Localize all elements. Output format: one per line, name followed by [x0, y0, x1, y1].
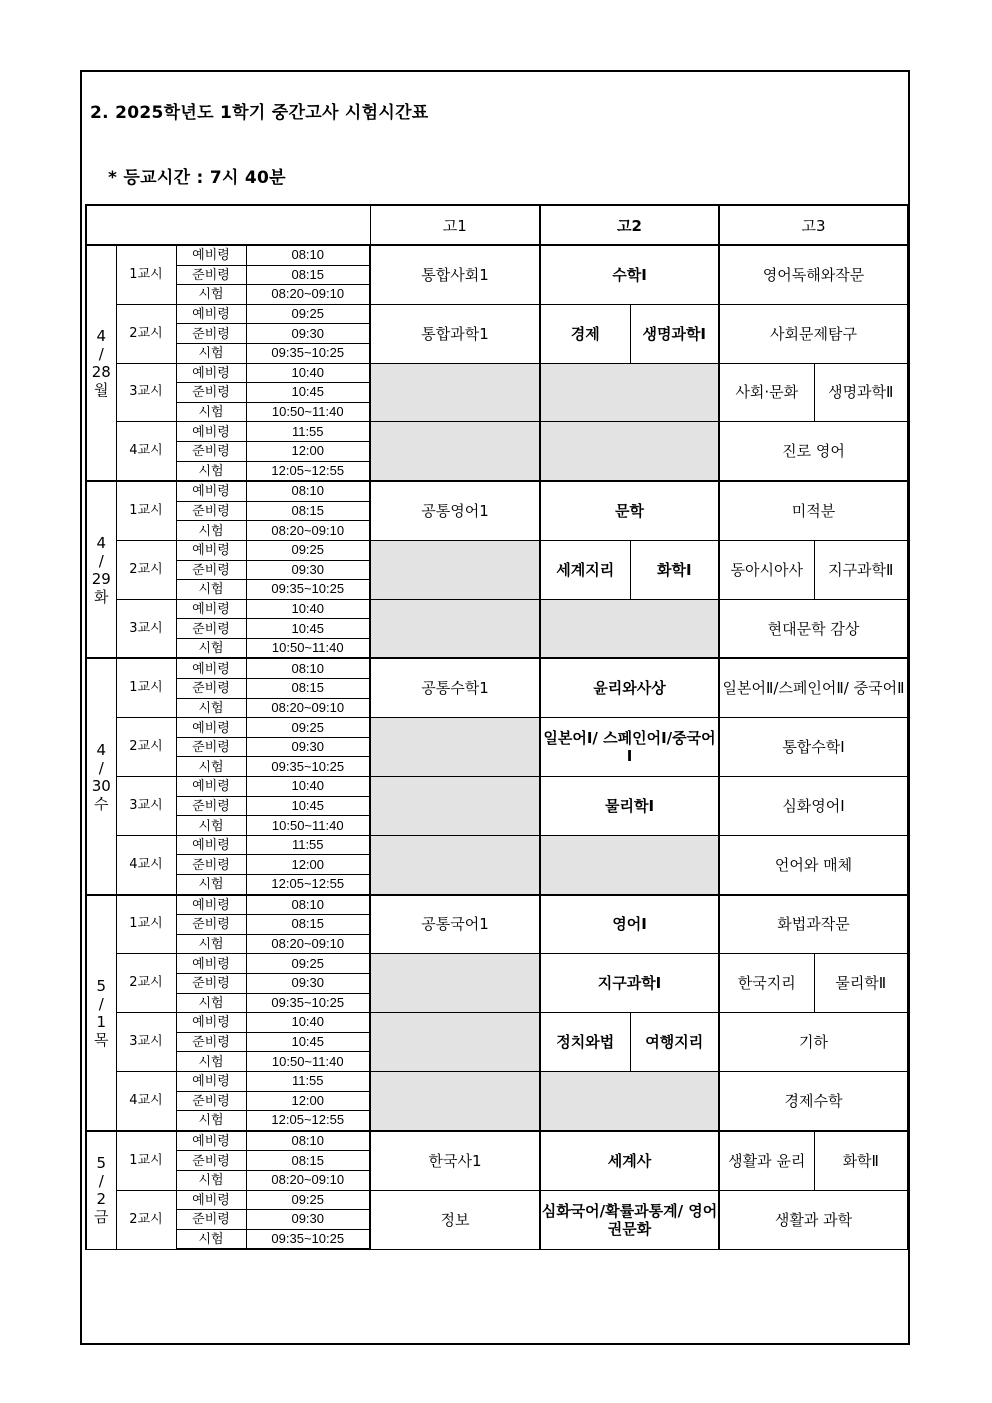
grade1-empty: [370, 954, 540, 1013]
document-title: 2. 2025학년도 1학기 중간고사 시험시간표: [90, 103, 429, 123]
bell-prep-label: 준비령: [176, 915, 246, 935]
bell-prep-label: 준비령: [176, 265, 246, 285]
period-label: 4교시: [116, 835, 176, 894]
bell-pre-label: 예비령: [176, 835, 246, 855]
exam-time: 08:20~09:10: [246, 521, 370, 541]
arrival-time-note: * 등교시간 : 7시 40분: [108, 168, 286, 188]
bell-prep-label: 준비령: [176, 855, 246, 875]
bell-prep-time: 12:00: [246, 441, 370, 461]
bell-prep-time: 10:45: [246, 796, 370, 816]
grade3-subject: 일본어Ⅱ/스페인어Ⅱ/ 중국어Ⅱ: [719, 658, 908, 717]
bell-prep-time: 09:30: [246, 1210, 370, 1230]
bell-prep-time: 09:30: [246, 737, 370, 757]
exam-label: 시험: [176, 816, 246, 836]
grade3-subject: 사회·문화: [719, 363, 814, 422]
bell-pre-time: 08:10: [246, 658, 370, 678]
exam-time: 10:50~11:40: [246, 402, 370, 422]
grade2-subject: 여행지리: [630, 1013, 719, 1072]
bell-prep-label: 준비령: [176, 383, 246, 403]
grade2-subject: 경제: [540, 304, 630, 363]
period-label: 2교시: [116, 954, 176, 1013]
grade3-subject: 생활과 과학: [719, 1190, 908, 1249]
bell-prep-time: 08:15: [246, 915, 370, 935]
day-label-part: /: [98, 994, 104, 1013]
grade3-subject: 기하: [719, 1013, 908, 1072]
grade2-subject: 세계사: [540, 1131, 719, 1190]
grade3-subject: 동아시아사: [719, 540, 814, 599]
header-grade-2: 고2: [540, 205, 719, 245]
day-label-part: /: [98, 758, 104, 777]
day-label-part: 4: [96, 327, 107, 346]
day-label-part: /: [98, 551, 104, 570]
exam-time: 12:05~12:55: [246, 461, 370, 481]
grade1-subject: 정보: [370, 1190, 540, 1249]
day-label-part: 금: [94, 1208, 109, 1227]
header-grade-3: 고3: [719, 205, 908, 245]
grade3-subject: 언어와 매체: [719, 835, 908, 894]
day-label: [86, 1131, 116, 1250]
exam-time: 09:35~10:25: [246, 757, 370, 777]
bell-pre-label: 예비령: [176, 895, 246, 915]
exam-label: 시험: [176, 1229, 246, 1249]
grade2-subject: 세계지리: [540, 540, 630, 599]
header-grade-1: 고1: [370, 205, 540, 245]
bell-prep-label: 준비령: [176, 441, 246, 461]
bell-pre-label: 예비령: [176, 658, 246, 678]
day-label-part: 5: [96, 1154, 107, 1173]
grade1-empty: [370, 1071, 540, 1130]
exam-time: 08:20~09:10: [246, 934, 370, 954]
period-label: 3교시: [116, 599, 176, 658]
period-label: 2교시: [116, 718, 176, 777]
bell-prep-label: 준비령: [176, 560, 246, 580]
grade1-subject: 통합과학1: [370, 304, 540, 363]
exam-time: 08:20~09:10: [246, 698, 370, 718]
bell-pre-label: 예비령: [176, 1131, 246, 1151]
exam-label: 시험: [176, 580, 246, 600]
exam-label: 시험: [176, 1111, 246, 1131]
grade3-subject: 생명과학Ⅱ: [814, 363, 908, 422]
grade2-subject: 일본어Ⅰ/ 스페인어Ⅰ/중국어Ⅰ: [540, 718, 719, 777]
exam-time: 10:50~11:40: [246, 638, 370, 658]
bell-prep-time: 08:15: [246, 501, 370, 521]
exam-label: 시험: [176, 1170, 246, 1190]
day-label-part: /: [98, 1172, 104, 1191]
bell-pre-label: 예비령: [176, 954, 246, 974]
exam-time: 08:20~09:10: [246, 285, 370, 305]
bell-pre-label: 예비령: [176, 245, 246, 265]
grade3-subject: 화학Ⅱ: [814, 1131, 908, 1190]
bell-pre-label: 예비령: [176, 363, 246, 383]
grade2-subject: 정치와법: [540, 1013, 630, 1072]
bell-prep-time: 10:45: [246, 383, 370, 403]
period-label: 3교시: [116, 777, 176, 836]
grade3-subject: 생활과 윤리: [719, 1131, 814, 1190]
period-label: 4교시: [116, 422, 176, 481]
grade1-empty: [370, 363, 540, 422]
grade1-subject: 공통국어1: [370, 895, 540, 954]
bell-pre-label: 예비령: [176, 777, 246, 797]
bell-pre-time: 11:55: [246, 835, 370, 855]
day-label-part: 4: [96, 740, 107, 759]
period-label: 2교시: [116, 1190, 176, 1249]
bell-pre-time: 09:25: [246, 1190, 370, 1210]
grade3-subject: 영어독해와작문: [719, 245, 908, 304]
bell-pre-time: 09:25: [246, 304, 370, 324]
bell-pre-label: 예비령: [176, 1013, 246, 1033]
grade3-subject: 통합수학Ⅰ: [719, 718, 908, 777]
bell-prep-label: 준비령: [176, 619, 246, 639]
grade3-subject: 화법과작문: [719, 895, 908, 954]
bell-prep-label: 준비령: [176, 501, 246, 521]
grade2-subject: 화학Ⅰ: [630, 540, 719, 599]
bell-pre-time: 09:25: [246, 540, 370, 560]
period-label: 4교시: [116, 1071, 176, 1130]
exam-time: 10:50~11:40: [246, 816, 370, 836]
grade1-empty: [370, 835, 540, 894]
period-label: 2교시: [116, 304, 176, 363]
bell-prep-label: 준비령: [176, 1210, 246, 1230]
exam-label: 시험: [176, 757, 246, 777]
bell-pre-label: 예비령: [176, 718, 246, 738]
grade2-empty: [540, 422, 719, 481]
bell-pre-label: 예비령: [176, 599, 246, 619]
day-label-part: 30: [91, 776, 111, 795]
day-label: [86, 895, 116, 1131]
bell-prep-time: 10:45: [246, 1032, 370, 1052]
grade2-empty: [540, 1071, 719, 1130]
bell-pre-time: 11:55: [246, 422, 370, 442]
bell-prep-label: 준비령: [176, 679, 246, 699]
bell-prep-label: 준비령: [176, 737, 246, 757]
exam-label: 시험: [176, 875, 246, 895]
day-label: [86, 658, 116, 894]
grade1-empty: [370, 718, 540, 777]
day-label-part: 목: [94, 1030, 109, 1049]
exam-label: 시험: [176, 343, 246, 363]
exam-time: 10:50~11:40: [246, 1052, 370, 1072]
bell-pre-time: 10:40: [246, 363, 370, 383]
period-label: 3교시: [116, 1013, 176, 1072]
bell-pre-label: 예비령: [176, 304, 246, 324]
exam-time: 12:05~12:55: [246, 1111, 370, 1131]
bell-pre-time: 09:25: [246, 718, 370, 738]
bell-prep-time: 12:00: [246, 855, 370, 875]
grade1-subject: 한국사1: [370, 1131, 540, 1190]
grade2-subject: 지구과학Ⅰ: [540, 954, 719, 1013]
bell-prep-label: 준비령: [176, 1091, 246, 1111]
bell-prep-time: 08:15: [246, 265, 370, 285]
bell-pre-time: 08:10: [246, 245, 370, 265]
bell-pre-time: 11:55: [246, 1071, 370, 1091]
grade2-subject: 생명과학Ⅰ: [630, 304, 719, 363]
day-label-part: 화: [94, 587, 109, 606]
exam-label: 시험: [176, 993, 246, 1013]
bell-prep-label: 준비령: [176, 973, 246, 993]
grade3-subject: 현대문학 감상: [719, 599, 908, 658]
day-label-part: 2: [96, 1190, 107, 1209]
exam-time: 12:05~12:55: [246, 875, 370, 895]
exam-label: 시험: [176, 638, 246, 658]
day-label: [86, 245, 116, 481]
day-label-part: 28: [91, 363, 111, 382]
grade3-subject: 경제수학: [719, 1071, 908, 1130]
bell-pre-time: 08:10: [246, 1131, 370, 1151]
bell-pre-label: 예비령: [176, 422, 246, 442]
grade3-subject: 사회문제탐구: [719, 304, 908, 363]
bell-pre-label: 예비령: [176, 481, 246, 501]
exam-label: 시험: [176, 521, 246, 541]
bell-pre-label: 예비령: [176, 1071, 246, 1091]
grade3-subject: 미적분: [719, 481, 908, 540]
exam-time: 08:20~09:10: [246, 1170, 370, 1190]
grade3-subject: 한국지리: [719, 954, 814, 1013]
day-label-part: 1: [96, 1012, 107, 1031]
header-blank: [86, 205, 370, 245]
bell-prep-time: 12:00: [246, 1091, 370, 1111]
exam-time: 09:35~10:25: [246, 1229, 370, 1249]
day-label: [86, 481, 116, 658]
day-label-part: 5: [96, 976, 107, 995]
bell-pre-time: 08:10: [246, 895, 370, 915]
period-label: 1교시: [116, 245, 176, 304]
exam-label: 시험: [176, 402, 246, 422]
exam-time: 09:35~10:25: [246, 993, 370, 1013]
bell-prep-time: 08:15: [246, 679, 370, 699]
grade3-subject: 심화영어Ⅰ: [719, 777, 908, 836]
grade2-subject: 심화국어/확률과통계/ 영어권문화: [540, 1190, 719, 1249]
grade2-empty: [540, 835, 719, 894]
exam-time: 09:35~10:25: [246, 580, 370, 600]
bell-prep-time: 09:30: [246, 560, 370, 580]
bell-prep-label: 준비령: [176, 796, 246, 816]
bell-prep-time: 10:45: [246, 619, 370, 639]
bell-prep-label: 준비령: [176, 1151, 246, 1171]
bell-prep-time: 09:30: [246, 324, 370, 344]
day-label-part: 월: [94, 381, 109, 400]
grade2-empty: [540, 363, 719, 422]
bell-prep-time: 09:30: [246, 973, 370, 993]
grade1-empty: [370, 540, 540, 599]
grade1-empty: [370, 599, 540, 658]
grade3-subject: 물리학Ⅱ: [814, 954, 908, 1013]
period-label: 1교시: [116, 1131, 176, 1190]
grade1-subject: 공통영어1: [370, 481, 540, 540]
grade2-subject: 수학Ⅰ: [540, 245, 719, 304]
period-label: 3교시: [116, 363, 176, 422]
grade2-empty: [540, 599, 719, 658]
grade1-empty: [370, 1013, 540, 1072]
bell-pre-time: 10:40: [246, 777, 370, 797]
period-label: 1교시: [116, 895, 176, 954]
grade2-subject: 물리학Ⅰ: [540, 777, 719, 836]
grade1-subject: 공통수학1: [370, 658, 540, 717]
grade1-empty: [370, 422, 540, 481]
bell-pre-time: 09:25: [246, 954, 370, 974]
exam-label: 시험: [176, 698, 246, 718]
exam-label: 시험: [176, 1052, 246, 1072]
grade3-subject: 지구과학Ⅱ: [814, 540, 908, 599]
bell-pre-time: 10:40: [246, 1013, 370, 1033]
grade3-subject: 진로 영어: [719, 422, 908, 481]
grade1-subject: 통합사회1: [370, 245, 540, 304]
day-label-part: 수: [94, 794, 109, 813]
grade2-subject: 영어Ⅰ: [540, 895, 719, 954]
exam-schedule-table: [85, 204, 909, 1250]
period-label: 1교시: [116, 481, 176, 540]
exam-label: 시험: [176, 285, 246, 305]
grade1-empty: [370, 777, 540, 836]
grade2-subject: 윤리와사상: [540, 658, 719, 717]
grade2-subject: 문학: [540, 481, 719, 540]
period-label: 1교시: [116, 658, 176, 717]
exam-label: 시험: [176, 934, 246, 954]
bell-prep-label: 준비령: [176, 324, 246, 344]
period-label: 2교시: [116, 540, 176, 599]
exam-time: 09:35~10:25: [246, 343, 370, 363]
bell-pre-label: 예비령: [176, 540, 246, 560]
exam-label: 시험: [176, 461, 246, 481]
day-label-part: 4: [96, 533, 107, 552]
bell-pre-time: 10:40: [246, 599, 370, 619]
bell-prep-label: 준비령: [176, 1032, 246, 1052]
day-label-part: 29: [91, 569, 111, 588]
bell-pre-label: 예비령: [176, 1190, 246, 1210]
day-label-part: /: [98, 345, 104, 364]
bell-prep-time: 08:15: [246, 1151, 370, 1171]
bell-pre-time: 08:10: [246, 481, 370, 501]
